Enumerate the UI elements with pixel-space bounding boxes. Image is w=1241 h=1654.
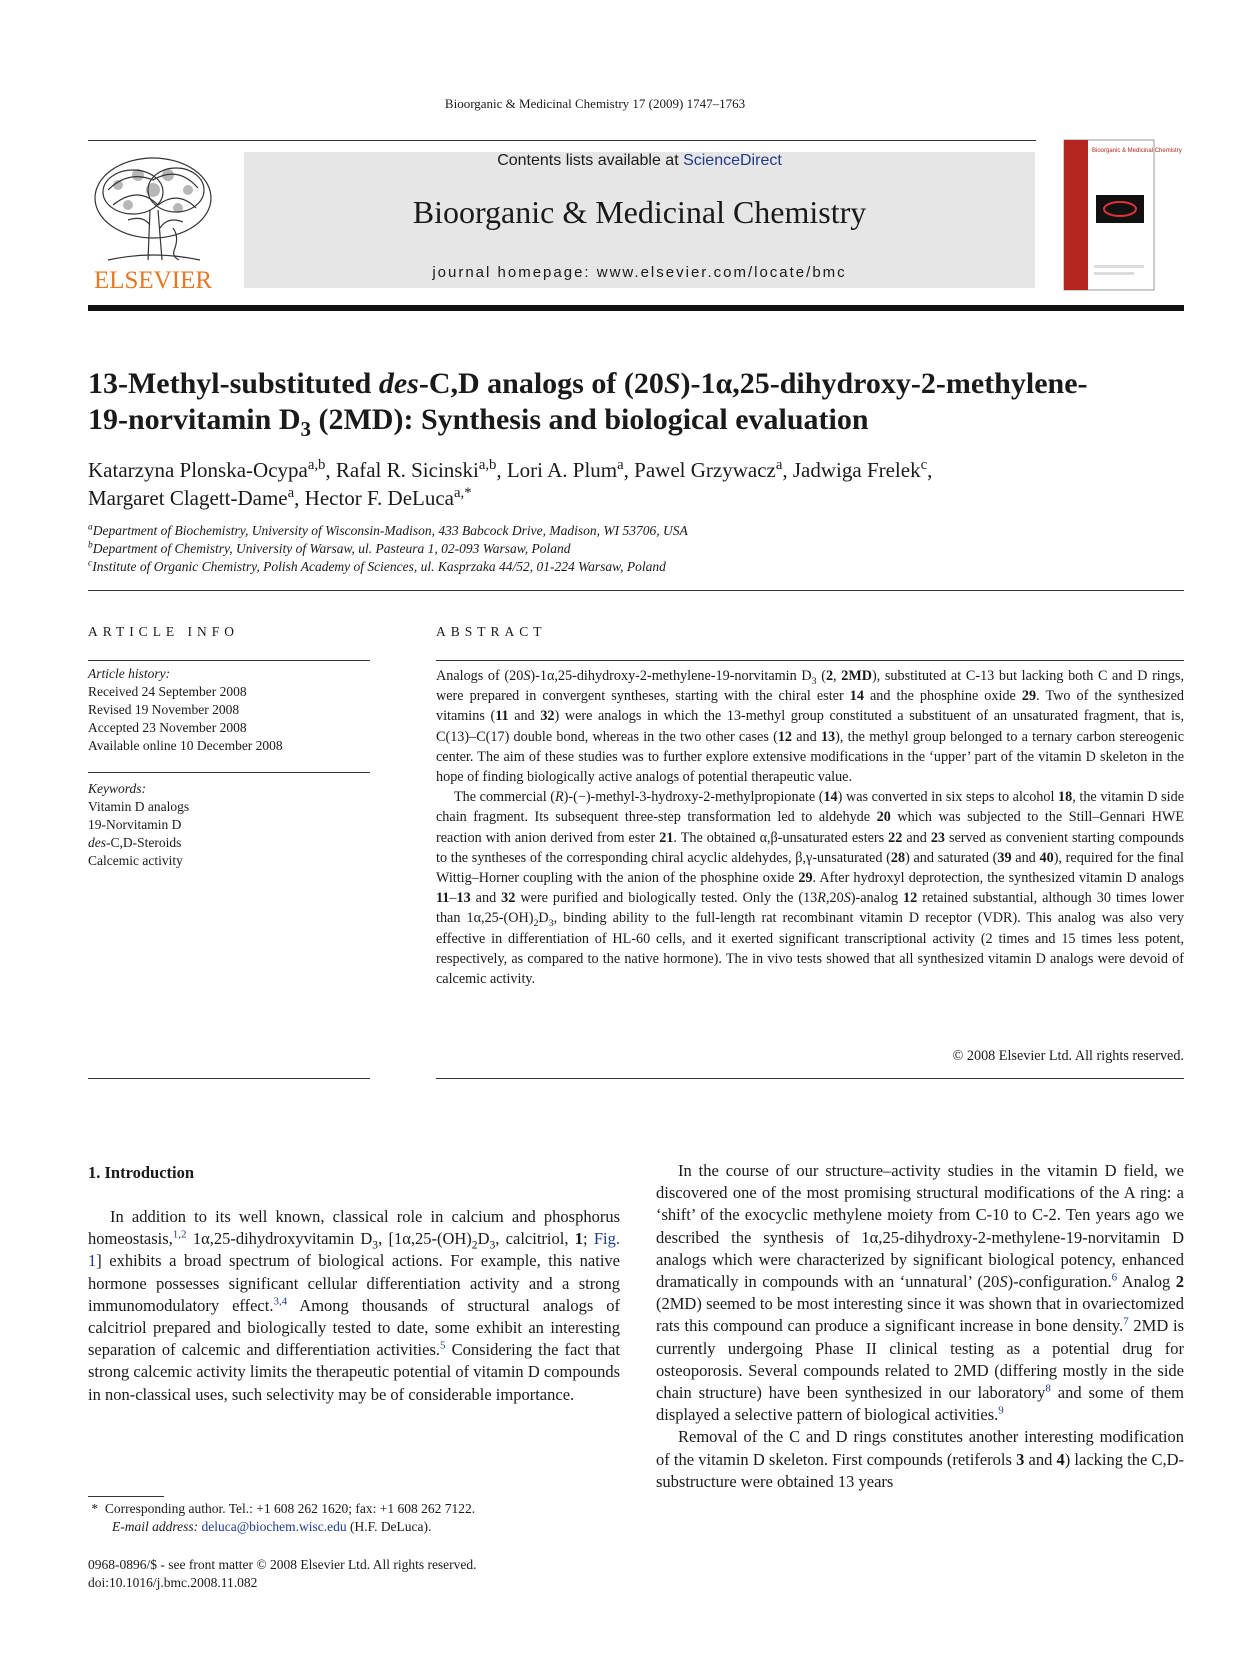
abstract-rule bbox=[436, 660, 1184, 661]
author-name[interactable]: Margaret Clagett-Dame bbox=[88, 486, 288, 510]
history-item: Accepted 23 November 2008 bbox=[88, 720, 247, 735]
affiliation-rule bbox=[88, 590, 1184, 591]
author-name[interactable]: Lori A. Plum bbox=[506, 458, 618, 482]
keyword-item: Calcemic activity bbox=[88, 853, 183, 868]
history-item: Available online 10 December 2008 bbox=[88, 738, 283, 753]
elsevier-wordmark: ELSEVIER bbox=[93, 267, 213, 294]
contents-prefix: Contents lists available at bbox=[497, 152, 684, 169]
keyword-item: 19-Norvitamin D bbox=[88, 817, 182, 832]
header-rule bbox=[88, 140, 1036, 141]
journal-cover-image bbox=[1064, 140, 1182, 290]
contents-line bbox=[244, 152, 1035, 170]
affiliation-item: $^c$Institute of Organic Chemistry, Polish Academy of Sciences, ul. Kasprzaka 44/52, 01-224 Warsaw, Poland bbox=[88, 558, 666, 574]
affiliations bbox=[88, 522, 1188, 576]
article-info-rule bbox=[88, 660, 370, 661]
journal-name: Bioorganic & Medicinal Chemistry bbox=[412, 194, 867, 230]
body-column-left: In addition to its well known, classical role in calcium and phosphorus homeostasis,$^{1,2}$ 1α,25-dihydroxyvitamin $D_3$, [$1\alpha,25-(OH)_2D_3$, calcitriol, 1; Fig. 1] exhibits a broad spectrum of biological actions. For example, this native hormone possesses significant cellular differentiation activity and a strong immunomodulatory effect.$^{3,4}$ Among thousands of structural analogs of calcitriol prepared and biologically tested to date, some exhibit an interesting separation of calcemic and differentiation activities.$^5$ Considering the fact that strong calcemic activity limits the therapeutic potential of vitamin D compounds in non-classical uses, such selectivity may be of considerable importance. bbox=[88, 1207, 620, 1404]
article-history: Article history: Received 24 September 2008 Revised 19 November 2008 Accepted 23 November 2008 Available online 10 December 2008 bbox=[88, 665, 370, 755]
history-item: Received 24 September 2008 bbox=[88, 684, 247, 699]
author-name[interactable]: Katarzyna Plonska-Ocypa bbox=[88, 458, 308, 482]
author-name[interactable]: Jadwiga Frelek bbox=[792, 458, 921, 482]
journal-banner bbox=[244, 152, 1035, 288]
abstract-copyright: © 2008 Elsevier Ltd. All rights reserved. bbox=[952, 1048, 1184, 1064]
author-list: Katarzyna Plonska-Ocypa$^{a,b}$, Rafal R. Sicinski$^{a,b}$, Lori A. Plum$^a$, Pawel Grzywacz$^a$, Jadwiga Frelek$^c$, Margaret Clagett-Dame$^a$, Hector F. DeLuca$^{a,*}$ bbox=[88, 457, 933, 510]
article-title: 13-Methyl-substituted des-C,D analogs of (20S)-1α,25-dihydroxy-2-methylene- 19-norvitamin $D_3$ (2MD): Synthesis and biological evaluation bbox=[88, 367, 1088, 441]
body-column-right: In the course of our structure–activity studies in the vitamin D field, we discovered one of the most promising structural modifications of the A ring: a ‘shift’ of the exocyclic methylene moiety from C-10 to C-2. Ten years ago we described the synthesis of 1α,25-dihydroxy-2-methylene-19-norvitamin D analogs which were characterized by significant biological potency, enhanced dramatically in compounds with an ‘unnatural’ (20S)-configuration.$^6$ Analog 2 (2MD) seemed to be most interesting since it was shown that in ovariectomized rats this compound can produce a significant increase in bone density.$^7$ 2MD is currently undergoing Phase II clinical testing as a potential drug for osteoporosis. Several compounds related to 2MD (differing mostly in the side chain structure) have been synthesized in our laboratory$^8$ and some of them displayed a selective pattern of biological activities.$^9$ Removal of the C and D rings constitutes another interesting modification of the vitamin D skeleton. First compounds (retiferols 3 and 4) lacking the C,D-substructure were obtained 13 years bbox=[656, 1161, 1185, 1491]
author-name[interactable]: Hector F. DeLuca bbox=[304, 486, 454, 510]
abstract-text: Analogs of (20S)-1α,25-dihydroxy-2-methylene-19-norvitamin $D_3$ (2, 2MD), substituted at C-13 but lacking both C and D rings, were prepared in convergent syntheses, starting with the chiral ester 14 and the phosphine oxide 29. Two of the synthesized vitamins (11 and 32) were analogs in which the 13-methyl group constituted a substituent of an unsaturated fragment, that is, C(13)–C(17) double bond, whereas in the two other cases (12 and 13), the methyl group belonged to a ternary carbon stereogenic center. The aim of these studies was to further explore extensive modifications in the ‘upper’ part of the vitamin D skeleton in the hope of finding biologically active analogs of potential therapeutic value. The commercial (R)-(−)-methyl-3-hydroxy-2-methylpropionate (14) was converted in six steps to alcohol 18, the vitamin D side chain fragment. Its subsequent three-step transformation led to aldehyde 20 which was subjected to the Still–Gennari HWE reaction with anion derived from ester 21. The obtained α,β-unsaturated esters 22 and 23 served as convenient starting compounds to the syntheses of the corresponding chiral acyclic aldehydes, β,γ-unsaturated (28) and saturated (39 and 40), required for the final Wittig–Horner coupling with the anion of the phosphine oxide 29. After hydroxyl deprotection, the synthesized vitamin D analogs 11–13 and 32 were purified and biologically tested. Only the (13R,20S)-analog 12 retained substantial, although 30 times lower than $1\alpha,25-(OH)_2D_3$, binding ability to the full-length rat recombinant vitamin D receptor (VDR). This analog was also very effective in differentiation of HL-60 cells, and it exerted significant transcriptional activity (2 times and 15 times less potent, respectively, as compared to the native hormone). The in vivo tests showed that all synthesized vitamin D analogs were devoid of calcemic activity. bbox=[436, 668, 1185, 988]
footnote-rule bbox=[88, 1496, 164, 1497]
keywords: Keywords: Vitamin D analogs 19-Norvitamin D des-C,D-Steroids Calcemic activity bbox=[88, 780, 370, 870]
citation-link[interactable]: 6 bbox=[1111, 1271, 1118, 1284]
citation-link[interactable]: 9 bbox=[998, 1404, 1004, 1417]
sciencedirect-link[interactable]: ScienceDirect bbox=[683, 152, 782, 169]
history-item: Revised 19 November 2008 bbox=[88, 702, 240, 717]
citation-link[interactable]: 5 bbox=[440, 1339, 446, 1352]
article-info-bottom-rule bbox=[88, 1078, 370, 1079]
author-name[interactable]: Pawel Grzywacz bbox=[634, 458, 776, 482]
figure-link[interactable]: Fig. 1 bbox=[88, 1229, 620, 1271]
citation-link[interactable]: 3,4 bbox=[273, 1295, 288, 1308]
affiliation-item: $^b$Department of Chemistry, University of Warsaw, ul. Pasteura 1, 02-093 Warsaw, Poland bbox=[88, 540, 571, 556]
citation-link[interactable]: 1,2 bbox=[172, 1228, 187, 1241]
masthead-thick-rule bbox=[88, 305, 1184, 311]
corresponding-footnote: * Corresponding author. Tel.: +1 608 262 1620; fax: +1 608 262 7122. E-mail address: deluca@biochem.wisc.edu (H.F. DeLuca). bbox=[88, 1501, 476, 1534]
cover-title: Bioorganic & Medicinal Chemistry bbox=[1092, 148, 1182, 154]
journal-homepage-link[interactable]: journal homepage: www.elsevier.com/locate/bmc bbox=[432, 264, 847, 281]
email-link[interactable]: deluca@biochem.wisc.edu bbox=[201, 1519, 347, 1534]
issn-line: 0968-0896/$ - see front matter © 2008 Elsevier Ltd. All rights reserved. bbox=[88, 1557, 477, 1572]
citation-link[interactable]: 8 bbox=[1045, 1382, 1051, 1395]
keyword-item: des-C,D-Steroids bbox=[88, 835, 182, 850]
abstract-heading: ABSTRACT bbox=[436, 624, 547, 639]
citation-link[interactable]: 7 bbox=[1123, 1315, 1129, 1328]
front-matter bbox=[88, 1556, 620, 1592]
abstract-bottom-rule bbox=[436, 1078, 1184, 1079]
introduction-heading: 1. Introduction bbox=[88, 1163, 195, 1182]
running-head: Bioorganic & Medicinal Chemistry 17 (2009) 1747–1763 bbox=[444, 96, 746, 111]
doi-link[interactable]: doi:10.1016/j.bmc.2008.11.082 bbox=[88, 1575, 258, 1590]
keyword-item: Vitamin D analogs bbox=[88, 799, 190, 814]
article-info-rule bbox=[88, 772, 370, 773]
elsevier-tree-logo bbox=[88, 150, 218, 295]
article-info-heading: ARTICLE INFO bbox=[88, 624, 240, 639]
author-name[interactable]: Rafal R. Sicinski bbox=[335, 458, 479, 482]
affiliation-item: $^a$Department of Biochemistry, University of Wisconsin-Madison, 433 Babcock Drive, Madison, WI 53706, USA bbox=[88, 522, 688, 538]
